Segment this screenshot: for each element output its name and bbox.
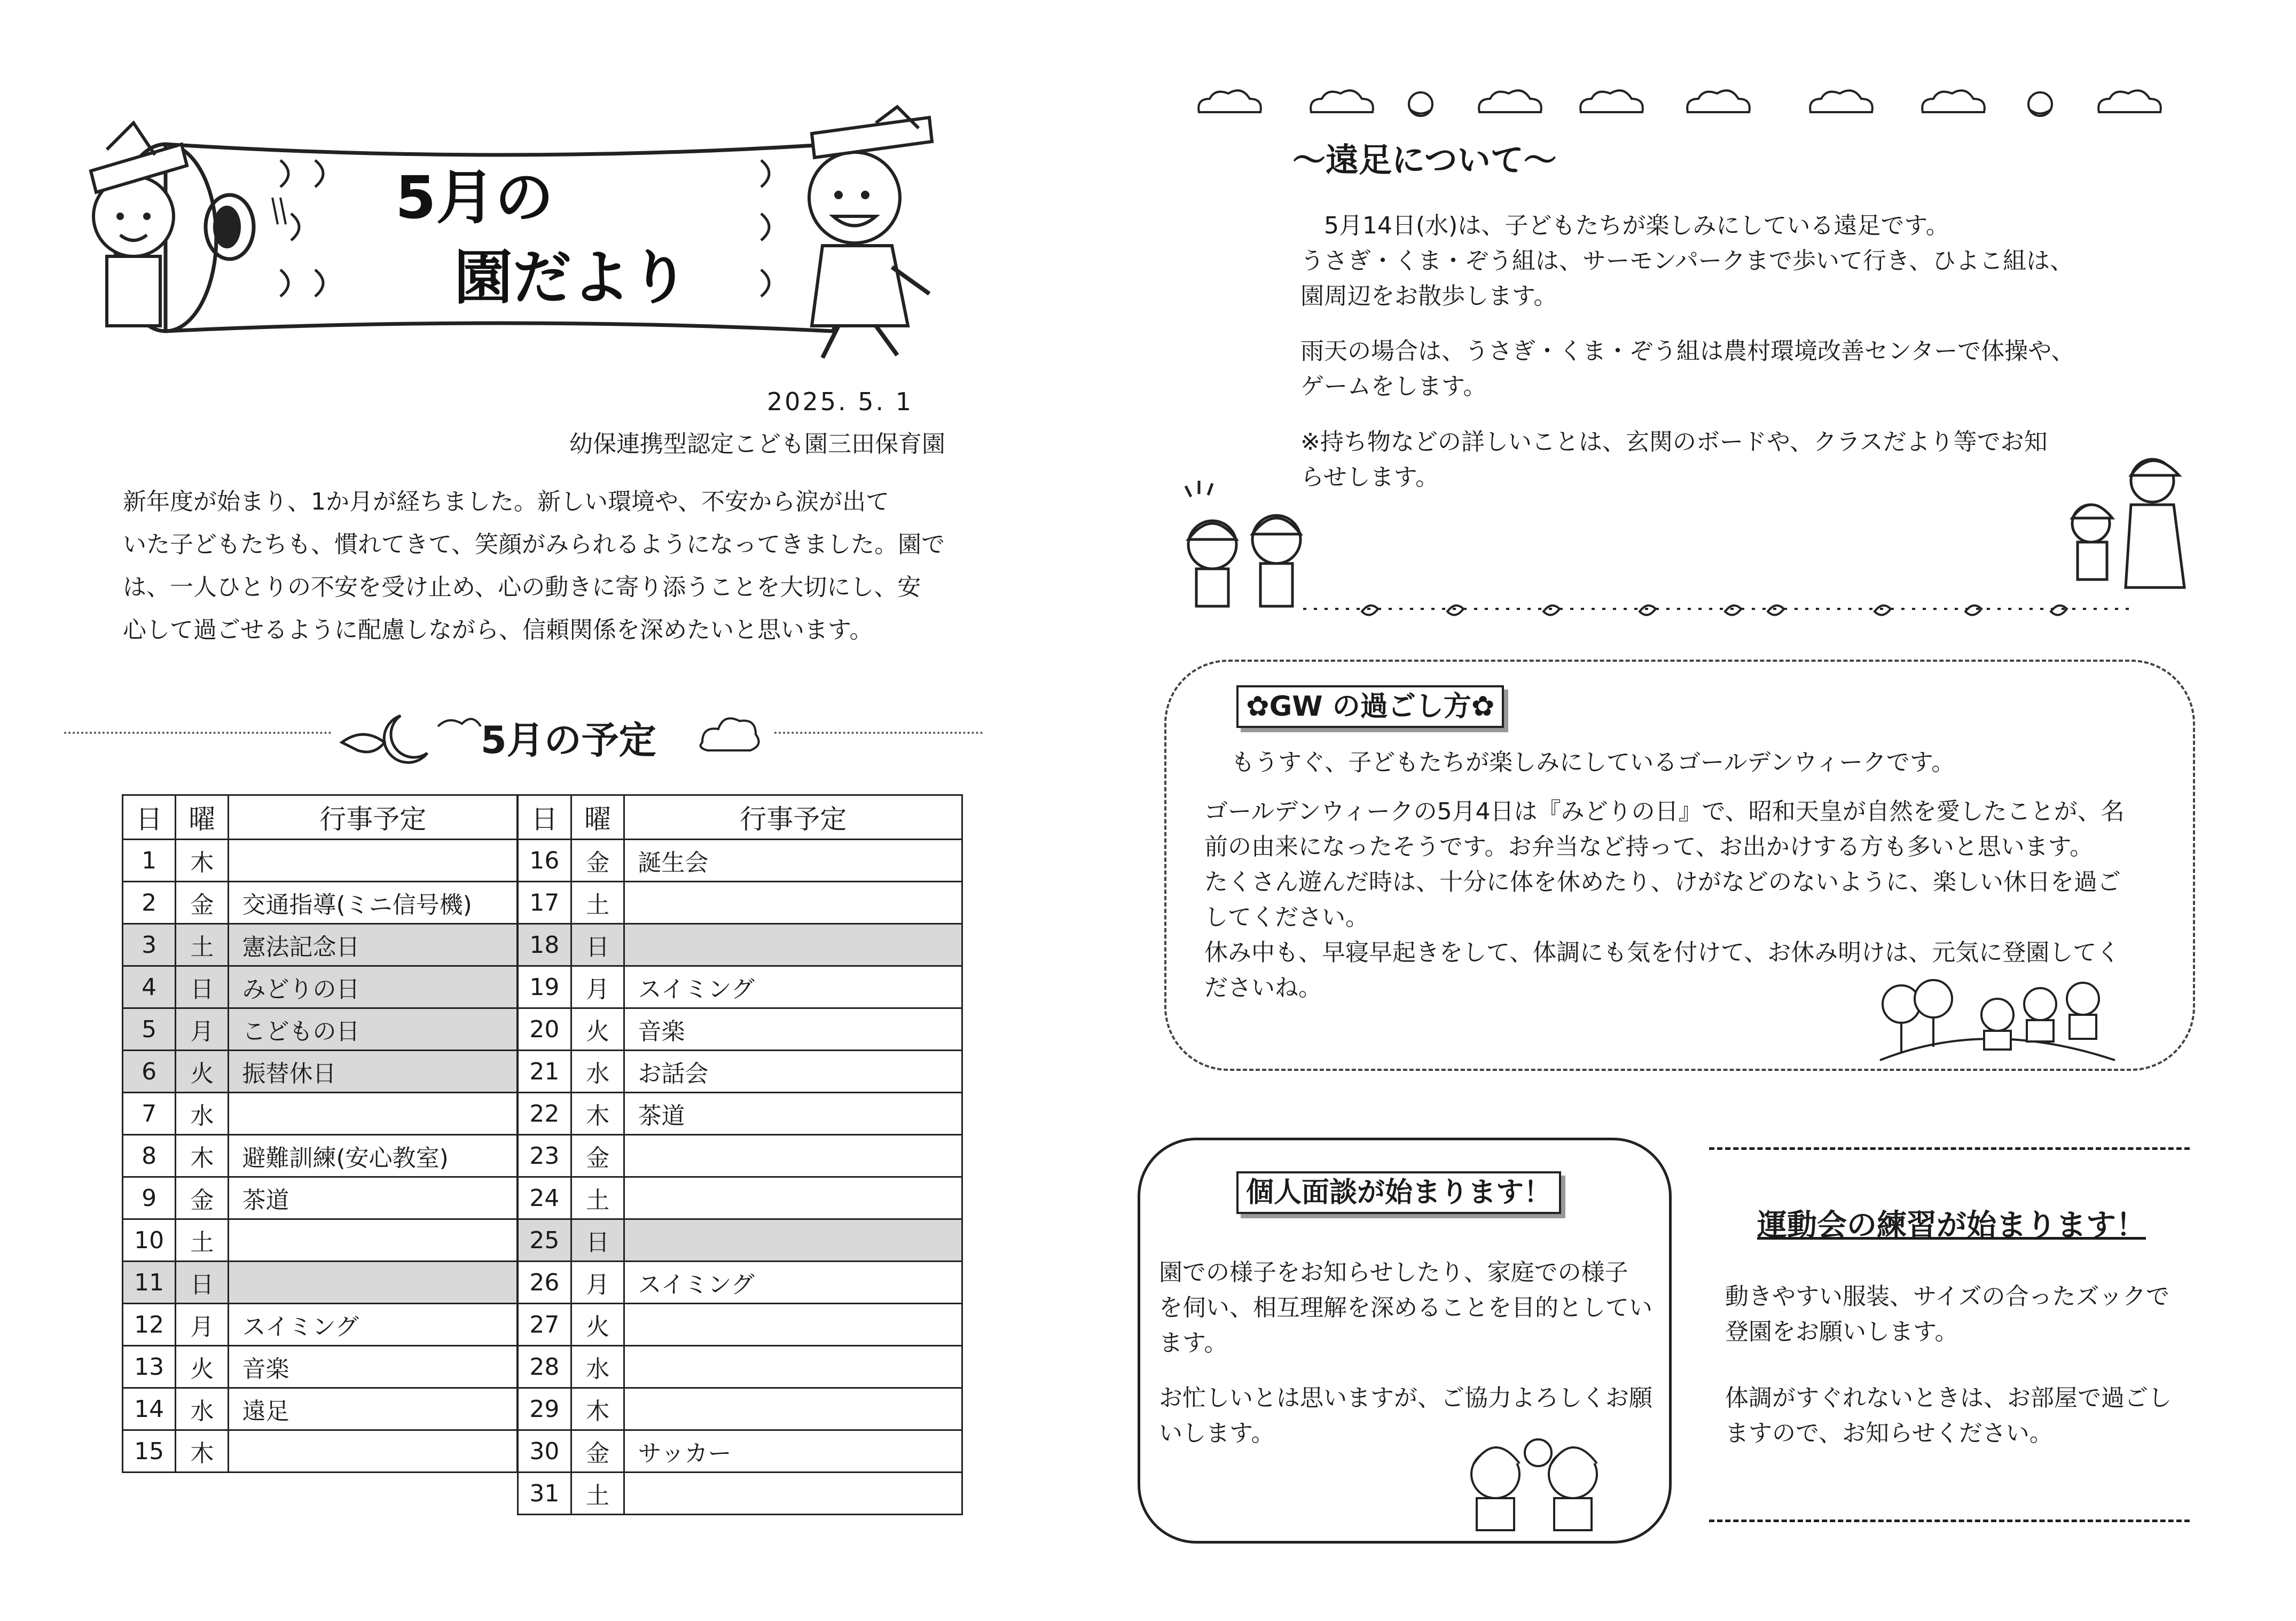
schedule-event-cell: [229, 840, 518, 882]
column-header-event: 行事予定: [624, 795, 962, 840]
table-row: [518, 1219, 962, 1262]
excursion-line: らせします。: [1300, 464, 1439, 491]
schedule-weekday-cell: 水: [571, 1346, 624, 1388]
schedule-day-cell: 25: [518, 1219, 571, 1262]
schedule-event-cell: スイミング: [229, 1304, 518, 1346]
schedule-day-cell: 27: [518, 1304, 571, 1346]
schedule-event-cell: [229, 1219, 518, 1262]
schedule-event-cell: 交通指導(ミニ信号機): [229, 882, 518, 924]
schedule-day-cell: 23: [518, 1135, 571, 1177]
schedule-day-cell: 26: [518, 1262, 571, 1304]
table-row: [518, 1388, 962, 1430]
table-row: [518, 924, 962, 966]
schedule-weekday-cell: 日: [571, 1219, 624, 1262]
schedule-weekday-cell: 日: [176, 966, 229, 1008]
excursion-line: 5月14日(水)は、子どもたちが楽しみにしている遠足です。: [1324, 212, 1949, 239]
schedule-day-cell: 1: [123, 840, 176, 882]
schedule-day-cell: 14: [123, 1388, 176, 1430]
parent-teacher-illustration: [1463, 1431, 1608, 1533]
excursion-line: ゲームをします。: [1300, 373, 1487, 400]
schedule-weekday-cell: 月: [176, 1304, 229, 1346]
schedule-day-cell: 17: [518, 882, 571, 924]
golden-week-line: 休み中も、早寝早起きをして、体調にも気を付けて、お休み明けは、元気に登園してく: [1204, 939, 2120, 966]
schedule-event-cell: [624, 1388, 962, 1430]
schedule-day-cell: 22: [518, 1093, 571, 1135]
sports-day-line: 登園をお願いします。: [1725, 1318, 1958, 1345]
schedule-day-cell: 5: [123, 1008, 176, 1051]
schedule-weekday-cell: 月: [571, 1262, 624, 1304]
column-header-event: 行事予定: [229, 795, 518, 840]
table-row: [123, 1346, 518, 1388]
schedule-event-cell: [624, 882, 962, 924]
table-header-row: [123, 795, 518, 840]
schedule-weekday-cell: 金: [571, 1430, 624, 1473]
table-row: [123, 1177, 518, 1219]
schedule-weekday-cell: 金: [571, 1135, 624, 1177]
table-row: [518, 882, 962, 924]
schedule-weekday-cell: 水: [176, 1093, 229, 1135]
interview-title: 個人面談が始まります！: [1236, 1171, 1561, 1214]
bird-moon-icon: [331, 700, 481, 764]
table-row: [518, 1093, 962, 1135]
sports-day-line: 体調がすぐれないときは、お部屋で過ごし: [1725, 1384, 2172, 1412]
schedule-weekday-cell: 水: [176, 1388, 229, 1430]
schedule-event-cell: 茶道: [624, 1093, 962, 1135]
table-row: [518, 1177, 962, 1219]
schedule-day-cell: 16: [518, 840, 571, 882]
schedule-event-cell: お話会: [624, 1051, 962, 1093]
schedule-event-cell: 音楽: [624, 1008, 962, 1051]
sports-day-paragraph-1: [1725, 1279, 2169, 1350]
schedule-weekday-cell: 土: [176, 924, 229, 966]
schedule-day-cell: 29: [518, 1388, 571, 1430]
schedule-day-cell: 3: [123, 924, 176, 966]
schedule-event-cell: [624, 1177, 962, 1219]
newsletter-title-line2: 園だより: [454, 244, 689, 312]
schedule-event-cell: サッカー: [624, 1430, 962, 1473]
organization-name: 幼保連携型認定こども園三田保育園: [569, 430, 945, 458]
table-row: [518, 1304, 962, 1346]
cloud-icon: [694, 705, 764, 764]
schedule-table-left: [122, 794, 518, 1473]
table-row: [518, 1473, 962, 1515]
excursion-line: ※持ち物などの詳しいことは、玄関のボードや、クラスだより等でお知: [1300, 428, 2048, 456]
schedule-day-cell: 15: [123, 1430, 176, 1473]
schedule-event-cell: [624, 1219, 962, 1262]
schedule-weekday-cell: 土: [571, 1473, 624, 1515]
schedule-day-cell: 6: [123, 1051, 176, 1093]
table-row: [123, 1135, 518, 1177]
column-header-day: 日: [123, 795, 176, 840]
schedule-weekday-cell: 木: [176, 1135, 229, 1177]
schedule-day-cell: 31: [518, 1473, 571, 1515]
excursion-line: 雨天の場合は、うさぎ・くま・ぞう組は農村環境改善センターで体操や、: [1300, 338, 2075, 365]
table-row: [518, 966, 962, 1008]
schedule-weekday-cell: 土: [571, 882, 624, 924]
heading-dotted-line-right: [774, 732, 983, 734]
schedule-event-cell: 避難訓練(安心教室): [229, 1135, 518, 1177]
schedule-weekday-cell: 火: [176, 1051, 229, 1093]
table-row: [518, 1051, 962, 1093]
table-row: [123, 1430, 518, 1473]
schedule-day-cell: 28: [518, 1346, 571, 1388]
schedule-weekday-cell: 土: [571, 1177, 624, 1219]
golden-week-line: ださいね。: [1204, 974, 1322, 1001]
intro-line: 新年度が始まり、1か月が経ちました。新しい環境や、不安から涙が出て: [123, 488, 890, 515]
schedule-weekday-cell: 金: [571, 840, 624, 882]
schedule-event-cell: [624, 1346, 962, 1388]
hiking-children-illustration: [1170, 465, 2200, 625]
schedule-day-cell: 19: [518, 966, 571, 1008]
schedule-weekday-cell: 木: [571, 1388, 624, 1430]
table-row: [518, 1430, 962, 1473]
sports-day-line: ますので、お知らせください。: [1725, 1420, 2053, 1447]
table-row: [123, 840, 518, 882]
interview-line: お忙しいとは思いますが、ご協力よろしくお願: [1159, 1384, 1652, 1412]
schedule-event-cell: [624, 1304, 962, 1346]
schedule-event-cell: [229, 1262, 518, 1304]
schedule-weekday-cell: 水: [571, 1051, 624, 1093]
schedule-weekday-cell: 日: [176, 1262, 229, 1304]
schedule-event-cell: 音楽: [229, 1346, 518, 1388]
schedule-day-cell: 4: [123, 966, 176, 1008]
schedule-event-cell: みどりの日: [229, 966, 518, 1008]
excursion-line: うさぎ・くま・ぞう組は、サーモンパークまで歩いて行き、ひよこ組は、: [1300, 247, 2074, 275]
schedule-event-cell: [229, 1430, 518, 1473]
interview-paragraph-1: [1159, 1255, 1652, 1361]
schedule-day-cell: 2: [123, 882, 176, 924]
golden-week-line: ゴールデンウィークの5月4日は『みどりの日』で、昭和天皇が自然を愛したことが、名: [1204, 798, 2125, 825]
heading-dotted-line-left: [64, 732, 331, 734]
picnic-illustration: [1869, 972, 2126, 1063]
table-row: [123, 1262, 518, 1304]
schedule-event-cell: 茶道: [229, 1177, 518, 1219]
golden-week-line: 前の由来になったそうです。お弁当など持って、お出かけする方も多いと思います。: [1204, 833, 2094, 860]
schedule-event-cell: スイミング: [624, 966, 962, 1008]
table-row: [123, 1008, 518, 1051]
schedule-weekday-cell: 木: [176, 840, 229, 882]
schedule-event-cell: 誕生会: [624, 840, 962, 882]
golden-week-line: たくさん遊んだ時は、十分に体を休めたり、けがなどのないように、楽しい休日を過ご: [1204, 868, 2121, 896]
interview-line: ます。: [1159, 1329, 1228, 1357]
golden-week-line: してください。: [1204, 904, 1369, 931]
schedule-day-cell: 10: [123, 1219, 176, 1262]
koinobori-illustration: [75, 112, 940, 363]
schedule-weekday-cell: 火: [571, 1304, 624, 1346]
table-row: [123, 882, 518, 924]
schedule-day-cell: 8: [123, 1135, 176, 1177]
table-row: [123, 1219, 518, 1262]
schedule-weekday-cell: 土: [176, 1219, 229, 1262]
column-header-day: 日: [518, 795, 571, 840]
issue-date: 2025. 5. 1: [766, 387, 913, 416]
schedule-day-cell: 13: [123, 1346, 176, 1388]
excursion-title: ～遠足について～: [1292, 140, 1557, 179]
schedule-event-cell: 憲法記念日: [229, 924, 518, 966]
table-row: [518, 1135, 962, 1177]
schedule-event-cell: 振替休日: [229, 1051, 518, 1093]
schedule-title: 5月の予定: [481, 718, 656, 762]
sports-day-paragraph-2: [1725, 1381, 2172, 1451]
schedule-heading: [64, 700, 983, 764]
intro-line: いた子どもたちも、慣れてきて、笑顔がみられるようになってきました。園で: [123, 531, 945, 558]
schedule-event-cell: [624, 1473, 962, 1515]
schedule-weekday-cell: 金: [176, 882, 229, 924]
schedule-weekday-cell: 金: [176, 1177, 229, 1219]
table-row: [518, 1346, 962, 1388]
excursion-paragraph-1: [1300, 208, 2073, 314]
golden-week-title: ✿GW の過ごし方✿: [1236, 685, 1504, 728]
intro-line: 心して過ごせるように配慮しながら、信頼関係を深めたいと思います。: [123, 616, 873, 644]
table-row: [518, 840, 962, 882]
sports-day-bottom-rule: [1709, 1520, 2190, 1522]
table-row: [123, 966, 518, 1008]
schedule-weekday-cell: 月: [176, 1008, 229, 1051]
sports-day-line: 動きやすい服装、サイズの合ったズックで: [1725, 1283, 2170, 1310]
interview-line: 園での様子をお知らせしたり、家庭での様子: [1159, 1259, 1628, 1286]
schedule-event-cell: [624, 1135, 962, 1177]
golden-week-lead: もうすぐ、子どもたちが楽しみにしているゴールデンウィークです。: [1231, 749, 1955, 776]
table-row: [123, 1304, 518, 1346]
table-row: [123, 1388, 518, 1430]
intro-line: は、一人ひとりの不安を受け止め、心の動きに寄り添うことを大切にし、安: [123, 574, 921, 601]
excursion-line: 園周辺をお散歩します。: [1300, 283, 1557, 310]
schedule-day-cell: 24: [518, 1177, 571, 1219]
schedule-weekday-cell: 木: [176, 1430, 229, 1473]
schedule-weekday-cell: 木: [571, 1093, 624, 1135]
column-header-weekday: 曜: [176, 795, 229, 840]
schedule-event-cell: こどもの日: [229, 1008, 518, 1051]
schedule-weekday-cell: 火: [176, 1346, 229, 1388]
interview-line: いします。: [1159, 1420, 1275, 1447]
schedule-day-cell: 9: [123, 1177, 176, 1219]
cloud-border-decoration: [1196, 85, 2184, 123]
koinobori-banner: [75, 112, 940, 363]
schedule-day-cell: 18: [518, 924, 571, 966]
schedule-day-cell: 12: [123, 1304, 176, 1346]
table-header-row: [518, 795, 962, 840]
schedule-day-cell: 20: [518, 1008, 571, 1051]
schedule-day-cell: 7: [123, 1093, 176, 1135]
table-row: [518, 1008, 962, 1051]
newsletter-title-line1: 5月の: [395, 163, 554, 232]
sports-day-top-rule: [1709, 1147, 2190, 1150]
sports-day-title: 運動会の練習が始まります！: [1757, 1208, 2146, 1243]
schedule-day-cell: 11: [123, 1262, 176, 1304]
table-row: [123, 1093, 518, 1135]
intro-paragraph: [123, 481, 956, 652]
table-row: [518, 1262, 962, 1304]
schedule-weekday-cell: 月: [571, 966, 624, 1008]
table-row: [123, 924, 518, 966]
schedule-weekday-cell: 火: [571, 1008, 624, 1051]
schedule-table-right: [517, 794, 963, 1515]
schedule-event-cell: [624, 924, 962, 966]
schedule-event-cell: スイミング: [624, 1262, 962, 1304]
excursion-paragraph-2: [1300, 334, 2074, 404]
interview-line: を伺い、相互理解を深めることを目的としてい: [1159, 1294, 1652, 1321]
schedule-day-cell: 21: [518, 1051, 571, 1093]
column-header-weekday: 曜: [571, 795, 624, 840]
table-row: [123, 1051, 518, 1093]
schedule-event-cell: [229, 1093, 518, 1135]
schedule-day-cell: 30: [518, 1430, 571, 1473]
schedule-weekday-cell: 日: [571, 924, 624, 966]
schedule-event-cell: 遠足: [229, 1388, 518, 1430]
